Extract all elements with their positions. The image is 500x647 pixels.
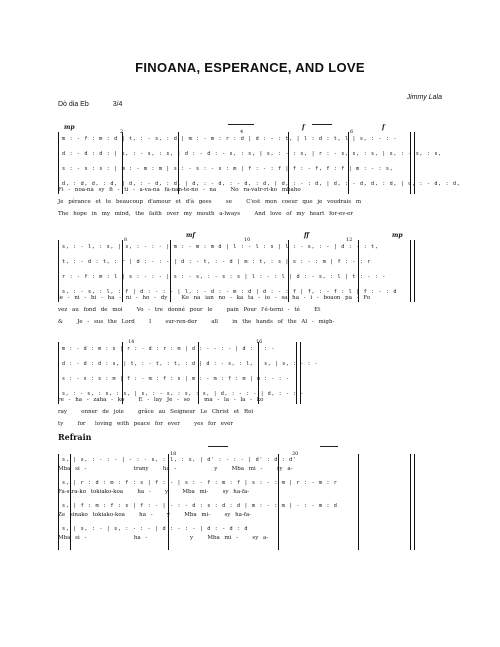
dynamic-marking: f — [302, 124, 305, 131]
solfa-bass: s, | s, : - | s, : - : - | d : - : - | d : - d : d — [62, 526, 249, 532]
lyrics-english: ty for loving with peace for ever yes for ever — [58, 421, 234, 427]
solfa-soprano: m : - d : m : s | r : - d : r : m | d : - - : - | d : - : - — [62, 346, 276, 352]
measure-number: 18 — [170, 451, 177, 457]
lyrics-malagasy: le - ni - bi - ha - ni - ho - dy Ko na ian no - ka ta - io - sa ha - i - boaon pa - Fo — [58, 295, 371, 301]
solfa-tenor: r : - f : m : l | s : - : - | s : - s, : - s : s | l : - : l | d : - s, : l | t : - : - — [62, 274, 386, 280]
solfa-alto: s, | r : d : m : f : s | f : - | s : - f : m : f | s : - : m | r : - m : r — [62, 480, 338, 486]
dynamic-marking: mf — [186, 232, 195, 239]
solfa-alto: d : - d : d : | s, : - s, : s, | d : - d : - s, : s, | s, : - : s, | r : - s, s, : s, | s, : - s, : s, — [62, 151, 442, 157]
measure-number: 14 — [128, 339, 135, 345]
lyrics-malagasy: Fi - noa-na sy fi - ti - a-va-na fa-nan-te-no - na No ra-vatr-ri-ko mbaho — [58, 187, 301, 193]
music-system-1 — [58, 120, 461, 220]
lyrics-english: The hope in my mind, the faith over my mouth a-lways And love of my heart for-ev-er — [58, 211, 354, 217]
dynamic-marking: mp — [64, 124, 75, 131]
solfa-soprano: s, : - l, : s, | s, : - : - | m : - m : m d | l : - l : s | l : - s, : - | d : - : t, — [62, 244, 379, 250]
time-signature: 3/4 — [112, 101, 123, 108]
key-signature — [58, 101, 122, 108]
lyrics-malagasy: re - ha - zaha - ko E - lay Je - so ma - la - la - ko — [58, 397, 264, 403]
lyrics-soprano: Mba si - trany ha - y Mba mi - sy a- — [58, 466, 293, 472]
lyrics-english: & Je - sus the Lord I sur-ren-der all in the hands of the Al - migh- — [58, 319, 335, 325]
measure-number: 20 — [292, 451, 299, 457]
solfa-bass: d, : d, d, : d, | d, : - d, : d, | d, : - d, : - d, : d, | d, : - : d, | d, : - d, d, : d, | d, : - d, : d, — [62, 181, 461, 187]
crescendo-hairpin — [320, 446, 338, 451]
solfa-tenor: s, | f : m : f : s | f : - | - : - d : s : d : d | m : - : m | - : - m : d — [62, 503, 338, 509]
measure-number: 6 — [350, 129, 354, 135]
measure-number: 12 — [346, 237, 353, 243]
solfa-bass: s, : - s, : s, : s, | s, : - s, : s, : s, | d, : - : - | d, : - : - — [62, 391, 304, 397]
crescendo-hairpin — [208, 446, 228, 451]
lyrics-bass: Mba si - ha - y Mba mi - sy a- — [58, 535, 269, 541]
measure-number: 10 — [244, 237, 251, 243]
lyrics-french: ray onner de joie grâce au Seigneur Le Christ et Roi — [58, 409, 254, 415]
solfa-tenor: s : - s : s : | m : - m : m | s : - s : - s : m | f : - : f | f : - f, f : f | m : - : s, — [62, 166, 394, 172]
dynamic-marking: f — [382, 124, 385, 131]
lyrics-french: vez au fond de moi Vo - tre donné pour le pain Pour l'é-terni - té Et — [58, 307, 321, 313]
solfa-bass: s, : - s, : l, : f | d : - : - | l, : - d : - m : d | d : - : f | f, : - f : l | f : - : d — [62, 289, 398, 295]
crescendo-hairpin — [312, 124, 332, 129]
solfa-soprano: s, | s, : - : - | - : - s, : l, : s, | d' : - : - | d' : d : d' — [62, 457, 297, 463]
dynamic-marking: mp — [392, 232, 403, 239]
measure-number: 16 — [256, 339, 263, 345]
measure-number: 2 — [120, 129, 124, 135]
solfa-alto: d : - d : d : s, | t, : - t, : t, : d | d : - s, : l, : s, | s, : - : - — [62, 361, 319, 367]
music-system-3 — [58, 330, 319, 430]
lyrics-french: Je pérance et te beaucoup d'amour et d'à gees se C'est mon coeur que je voudrais m — [58, 199, 362, 205]
measure-number: 4 — [240, 129, 244, 135]
measure-number: 8 — [124, 237, 128, 243]
dynamic-marking: ff — [304, 232, 309, 239]
music-system-2 — [58, 228, 413, 328]
lyrics-alto: Fa-stra-ko tokiako-koa ha - y Mba mi- sy ha-fa- — [58, 489, 250, 495]
lyrics-tenor: Ze sinako tokiako-koa ha - y Mba mi- sy ha-fa- — [58, 512, 251, 518]
solfa-soprano: m : - f : m : d | t, : - s, : d | m : - m : r : d | d : - : t, | l : d : t, l | s, : - : - — [62, 136, 398, 142]
composer-name: Jimmy Lala — [406, 94, 442, 101]
key-label: Dò dia Eb — [58, 101, 89, 108]
music-system-refrain — [58, 442, 413, 562]
refrain-label: Refrain — [58, 432, 92, 442]
song-title: FINOANA, ESPERANCE, AND LOVE — [135, 60, 365, 75]
solfa-tenor: s : - s : s : m | f : - m : f : s | m : - m : f : m | m : - : - — [62, 376, 290, 382]
solfa-alto: t, : - d : t, : r | d : - : - | d : - t, : - d | m : t, : s | s : - : m | f : - : r — [62, 259, 372, 265]
